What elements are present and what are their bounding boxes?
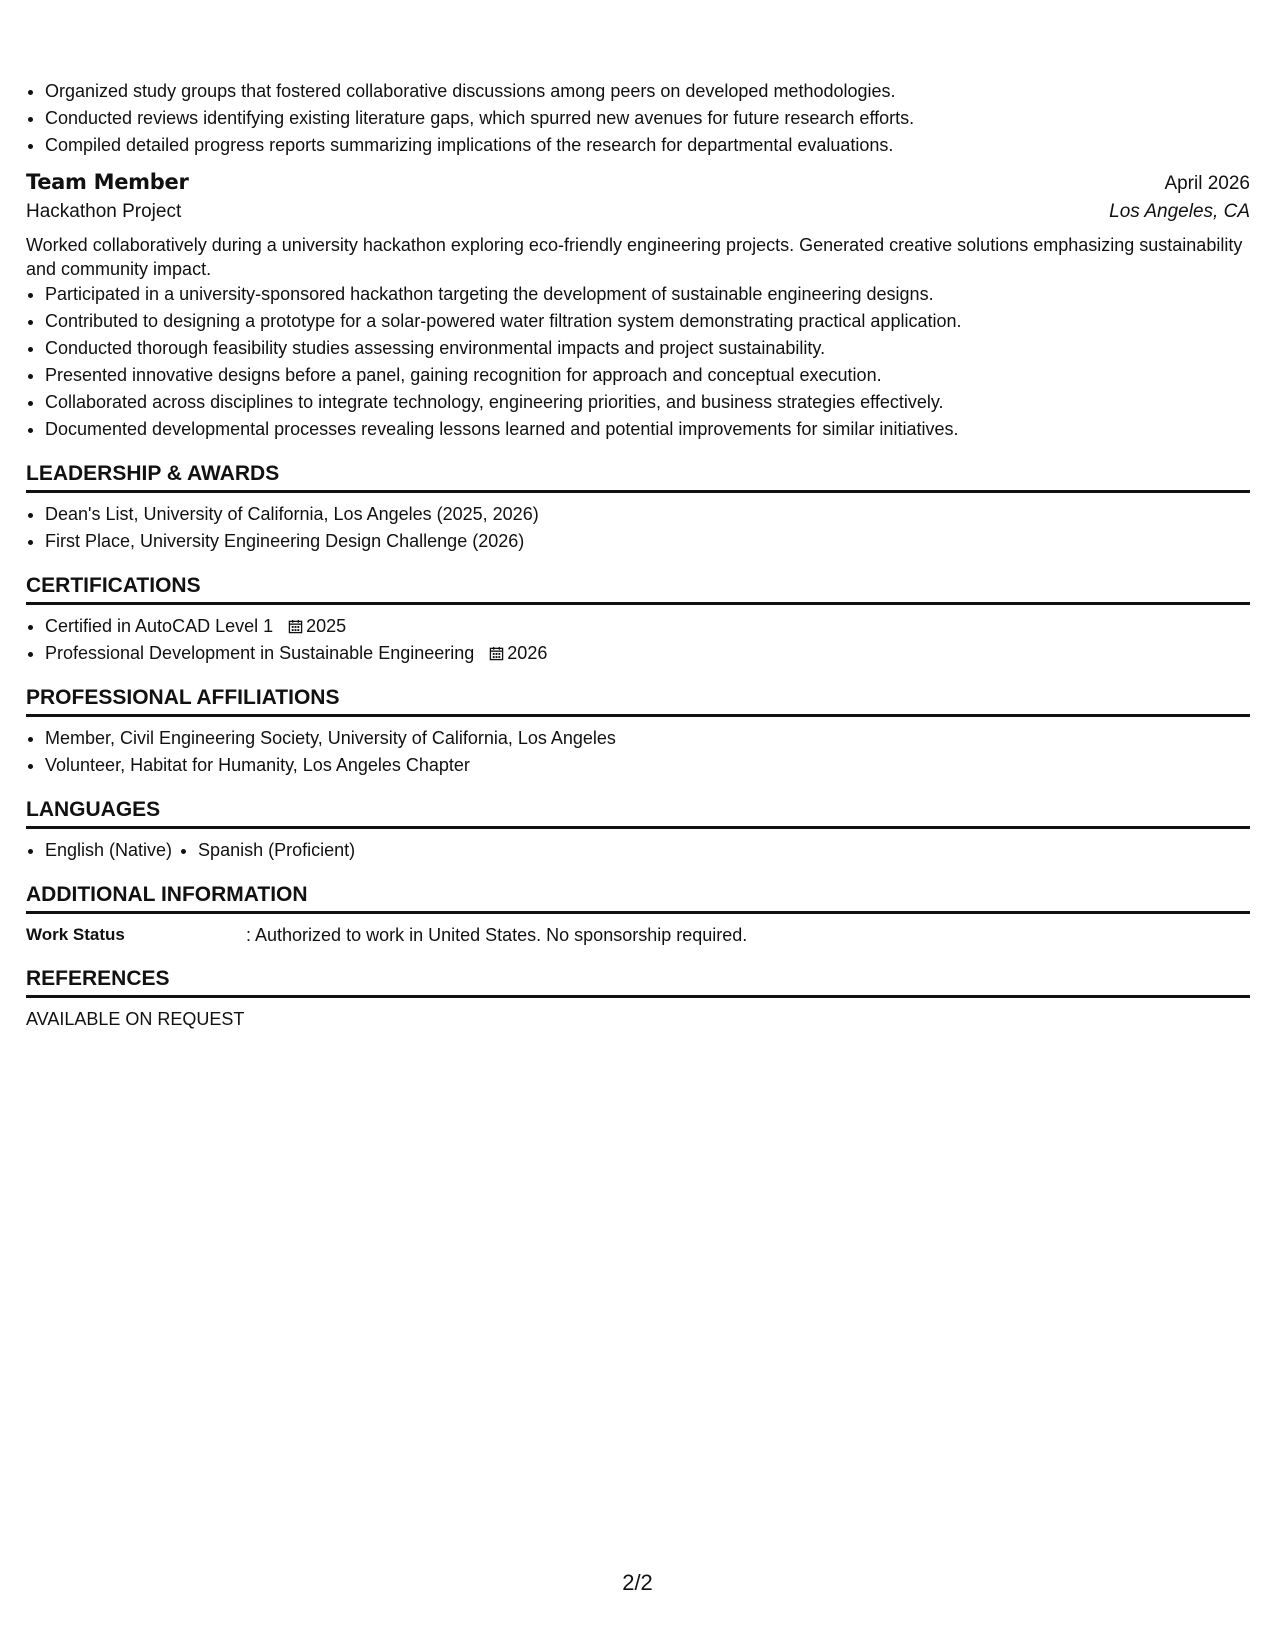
section-title: REFERENCES <box>26 966 1250 998</box>
section-title: LANGUAGES <box>26 797 1250 829</box>
list-item: • Volunteer, Habitat for Humanity, Los Angeles Chapter <box>45 752 1250 779</box>
job-subheader <box>26 201 1250 223</box>
list-item: • Documented developmental processes revealing lessons learned and potential improvements for similar initiatives. <box>45 416 1250 443</box>
list-item: • Contributed to designing a prototype for a solar-powered water filtration system demonstrating practical application. <box>45 308 1250 335</box>
work-status-row <box>26 922 1250 948</box>
certification-item <box>45 640 1250 667</box>
list-item: • Member, Civil Engineering Society, University of California, Los Angeles <box>45 725 1250 752</box>
list-item: • Organized study groups that fostered collaborative discussions among peers on developed methodologies. <box>45 78 1250 105</box>
page-number: 2/2 <box>622 1570 653 1595</box>
references-section <box>26 966 1250 1032</box>
certifications-list <box>26 613 1250 667</box>
job-bullets <box>26 281 1250 443</box>
language-item: • Spanish (Proficient) <box>198 837 355 864</box>
resume-page <box>26 78 1250 1032</box>
leadership-list <box>26 501 1250 555</box>
section-title: CERTIFICATIONS <box>26 573 1250 605</box>
affiliations-section <box>26 685 1250 779</box>
job-header <box>26 170 1250 195</box>
job-date: April 2026 <box>1164 173 1250 194</box>
affiliations-list <box>26 725 1250 779</box>
job-summary: Worked collaboratively during a university hackathon exploring eco-friendly engineering projects. Generated creative solutions emphasizing sustainability and community impact. <box>26 235 1243 279</box>
list-item: • Conducted thorough feasibility studies assessing environmental impacts and project sustainability. <box>45 335 1250 362</box>
certification-name: Certified in AutoCAD Level 1 <box>45 616 274 636</box>
list-item: • Presented innovative designs before a panel, gaining recognition for approach and conceptual execution. <box>45 362 1250 389</box>
certification-name: Professional Development in Sustainable Engineering <box>45 643 475 663</box>
experience-entry <box>26 170 1250 443</box>
calendar-icon <box>288 619 303 634</box>
certification-year: 2026 <box>507 643 548 663</box>
certification-item <box>45 613 1250 640</box>
previous-role-bullets <box>26 78 1250 159</box>
job-location: Los Angeles, CA <box>1109 201 1250 222</box>
section-title: LEADERSHIP & AWARDS <box>26 461 1250 493</box>
work-status-label: Work Status <box>26 925 125 944</box>
work-status-value: : Authorized to work in United States. No sponsorship required. <box>246 925 748 945</box>
list-item: • First Place, University Engineering Design Challenge (2026) <box>45 528 1250 555</box>
languages-list <box>26 837 1250 864</box>
list-item: • Participated in a university-sponsored hackathon targeting the development of sustainable engineering designs. <box>45 281 1250 308</box>
list-item: • Compiled detailed progress reports summarizing implications of the research for departmental evaluations. <box>45 132 1250 159</box>
list-item: • Conducted reviews identifying existing literature gaps, which spurred new avenues for future research efforts. <box>45 105 1250 132</box>
certification-year: 2025 <box>306 616 347 636</box>
list-item: • Dean's List, University of California, Los Angeles (2025, 2026) <box>45 501 1250 528</box>
section-title: PROFESSIONAL AFFILIATIONS <box>26 685 1250 717</box>
section-title: ADDITIONAL INFORMATION <box>26 882 1250 914</box>
job-title: Team Member <box>26 170 189 194</box>
certifications-section <box>26 573 1250 667</box>
leadership-section <box>26 461 1250 555</box>
languages-section <box>26 797 1250 864</box>
references-text: AVAILABLE ON REQUEST <box>26 1009 245 1029</box>
calendar-icon <box>489 646 504 661</box>
language-item: • English (Native) <box>45 837 172 864</box>
list-item: • Collaborated across disciplines to integrate technology, engineering priorities, and business strategies effectively. <box>45 389 1250 416</box>
additional-info-section <box>26 882 1250 948</box>
job-organization: Hackathon Project <box>26 201 182 222</box>
